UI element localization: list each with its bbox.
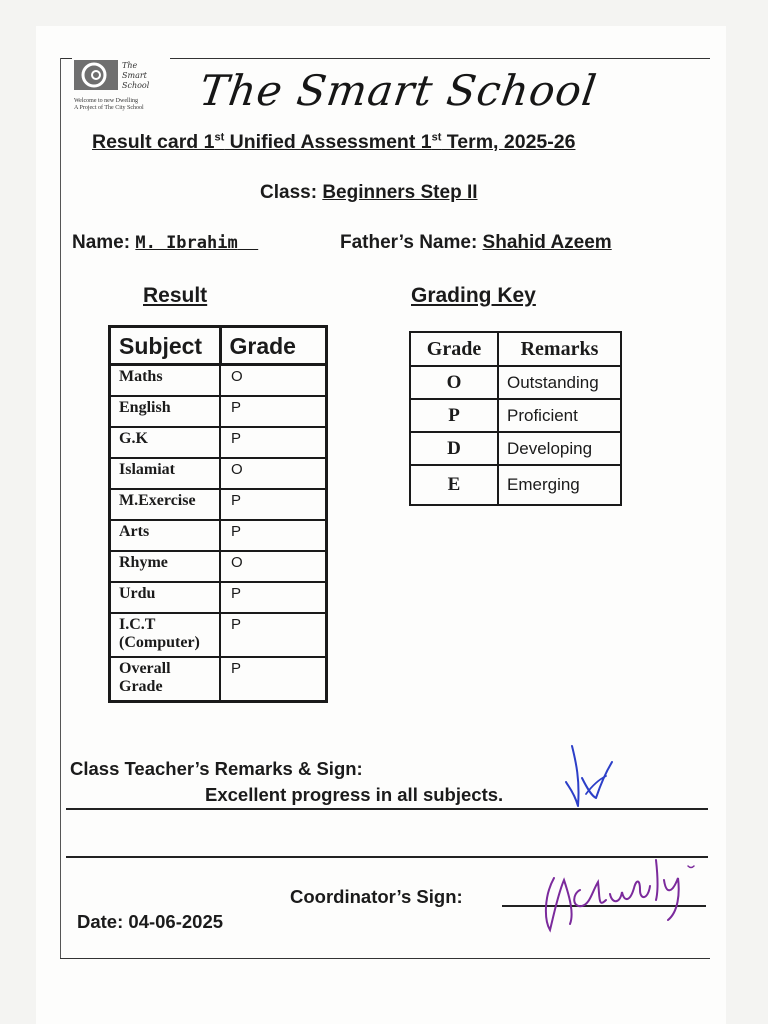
title-suffix: Term, 2025-26	[441, 131, 576, 153]
table-row	[110, 365, 327, 397]
date-line	[77, 911, 223, 933]
key-grade-cell: E	[410, 465, 498, 505]
logo-text-the: The	[122, 61, 138, 70]
class-label: Class:	[260, 182, 323, 203]
table-row	[110, 396, 327, 427]
table-row	[110, 489, 327, 520]
student-name-line	[72, 232, 258, 254]
grading-key-header-row	[410, 332, 621, 366]
father-name-line	[340, 232, 612, 254]
table-row	[110, 427, 327, 458]
table-row	[110, 582, 327, 613]
title-prefix: Result card 1	[92, 131, 215, 153]
logo-project: A Project of The City School	[74, 105, 144, 111]
subject-cell: M.Exercise	[110, 489, 221, 520]
frame-bottom-border	[60, 958, 710, 959]
subject-cell: Islamiat	[110, 458, 221, 489]
name-label: Name:	[72, 232, 136, 253]
grade-cell: O	[220, 458, 327, 489]
key-remarks-header: Remarks	[498, 332, 621, 366]
title-sup1: st	[214, 131, 225, 144]
table-row	[410, 465, 621, 505]
subject-cell: Rhyme	[110, 551, 221, 582]
school-name: The Smart School	[196, 66, 601, 115]
result-card-title	[92, 131, 575, 154]
grading-key-heading: Grading Key	[411, 284, 536, 307]
table-row	[110, 520, 327, 551]
subject-column-header: Subject	[110, 327, 221, 365]
teacher-remarks-label: Class Teacher’s Remarks & Sign:	[70, 758, 363, 779]
table-row	[410, 432, 621, 465]
grade-cell: P	[220, 613, 327, 657]
class-value: Beginners Step II	[322, 182, 478, 203]
grading-key-table	[409, 331, 622, 506]
date-value: 04-06-2025	[128, 911, 224, 932]
table-row	[110, 613, 327, 657]
subject-cell: English	[110, 396, 221, 427]
key-remark-cell: Proficient	[498, 399, 621, 432]
grade-cell: P	[220, 427, 327, 458]
teacher-remarks-line	[66, 808, 708, 810]
table-row	[110, 551, 327, 582]
logo-text-smart: Smart	[122, 71, 147, 80]
teacher-remark-text: Excellent progress in all subjects.	[205, 784, 504, 805]
grade-cell: P	[220, 489, 327, 520]
frame-left-border	[60, 58, 61, 958]
coordinator-signature	[540, 850, 712, 934]
table-row	[110, 657, 327, 702]
subject-cell: I.C.T (Computer)	[110, 613, 221, 657]
title-sup2: st	[431, 131, 442, 144]
result-table	[108, 325, 328, 703]
subject-cell: Overall Grade	[110, 657, 221, 702]
title-middle: Unified Assessment 1	[224, 131, 432, 153]
result-heading: Result	[143, 284, 208, 307]
grade-cell: O	[220, 365, 327, 397]
subject-cell: Maths	[110, 365, 221, 397]
key-grade-cell: O	[410, 366, 498, 399]
key-grade-cell: P	[410, 399, 498, 432]
grade-cell: O	[220, 551, 327, 582]
father-label: Father’s Name:	[340, 232, 483, 253]
student-name: M. Ibrahim	[135, 233, 238, 253]
table-row	[410, 399, 621, 432]
table-row	[110, 458, 327, 489]
father-name: Shahid Azeem	[482, 232, 612, 253]
class-line	[260, 182, 478, 204]
subject-cell: Arts	[110, 520, 221, 551]
grade-cell: P	[220, 582, 327, 613]
grade-cell: P	[220, 657, 327, 702]
grade-cell: P	[220, 396, 327, 427]
key-grade-header: Grade	[410, 332, 498, 366]
date-label: Date:	[77, 911, 129, 932]
subject-cell: Urdu	[110, 582, 221, 613]
key-remark-cell: Developing	[498, 432, 621, 465]
table-row	[410, 366, 621, 399]
key-remark-cell: Emerging	[498, 465, 621, 505]
logo-text-school: School	[122, 81, 150, 90]
key-grade-cell: D	[410, 432, 498, 465]
grade-column-header: Grade	[220, 327, 327, 365]
logo-tagline: Welcome to new Dwelling	[74, 98, 138, 104]
teacher-signature	[562, 742, 618, 812]
grade-cell: P	[220, 520, 327, 551]
logo-caption	[74, 98, 144, 112]
coordinator-sign-label: Coordinator’s Sign:	[290, 886, 463, 907]
key-remark-cell: Outstanding	[498, 366, 621, 399]
subject-cell: G.K	[110, 427, 221, 458]
result-header-row	[110, 327, 327, 365]
